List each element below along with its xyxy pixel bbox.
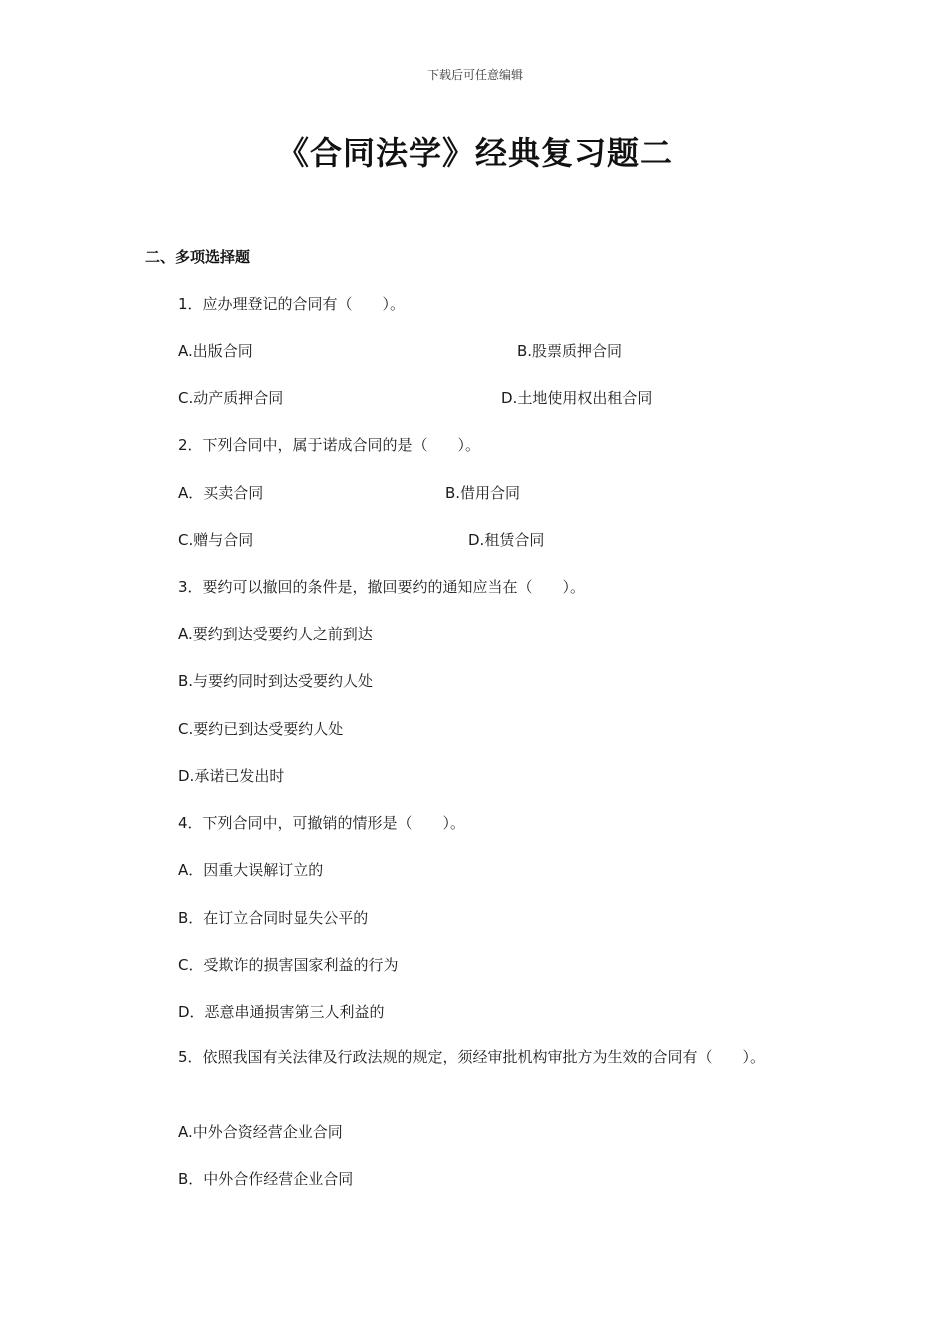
question-2-option-a: A．买卖合同 [178, 484, 264, 502]
question-2-stem: 2．下列合同中，属于诺成合同的是（ ）。 [178, 436, 481, 454]
document-title: 《合同法学》经典复习题二 [276, 134, 673, 172]
question-2-option-b: B.借用合同 [445, 484, 521, 502]
section-heading: 二、多项选择题 [145, 248, 251, 266]
question-4-option-d: D．恶意串通损害第三人利益的 [178, 1003, 385, 1021]
question-3-option-b: B.与要约同时到达受要约人处 [178, 672, 374, 690]
question-2-option-c: C.赠与合同 [178, 531, 254, 549]
question-2-option-d: D.租赁合同 [468, 531, 545, 549]
question-5-option-b: B．中外合作经营企业合同 [178, 1170, 354, 1188]
question-4-option-a: A．因重大误解订立的 [178, 861, 324, 879]
question-5-option-a: A.中外合资经营企业合同 [178, 1123, 343, 1141]
question-4-option-c: C．受欺诈的损害国家利益的行为 [178, 956, 399, 974]
question-4-option-b: B．在订立合同时显失公平的 [178, 909, 369, 927]
question-1-option-d: D.土地使用权出租合同 [501, 389, 653, 407]
question-1-option-a: A.出版合同 [178, 342, 253, 360]
question-1-option-c: C.动产质押合同 [178, 389, 284, 407]
question-1-option-b: B.股票质押合同 [517, 342, 623, 360]
question-4-stem: 4．下列合同中，可撤销的情形是（ ）。 [178, 814, 466, 832]
question-3-option-c: C.要约已到达受要约人处 [178, 720, 344, 738]
question-5-stem: 5．依照我国有关法律及行政法规的规定，须经审批机构审批方为生效的合同有（ ）。 [178, 1048, 766, 1066]
question-3-option-a: A.要约到达受要约人之前到达 [178, 625, 373, 643]
question-3-stem: 3．要约可以撤回的条件是，撤回要约的通知应当在（ ）。 [178, 578, 586, 596]
question-3-option-d: D.承诺已发出时 [178, 767, 285, 785]
header-note: 下载后可任意编辑 [426, 68, 523, 82]
question-1-stem: 1．应办理登记的合同有（ ）。 [178, 295, 406, 313]
